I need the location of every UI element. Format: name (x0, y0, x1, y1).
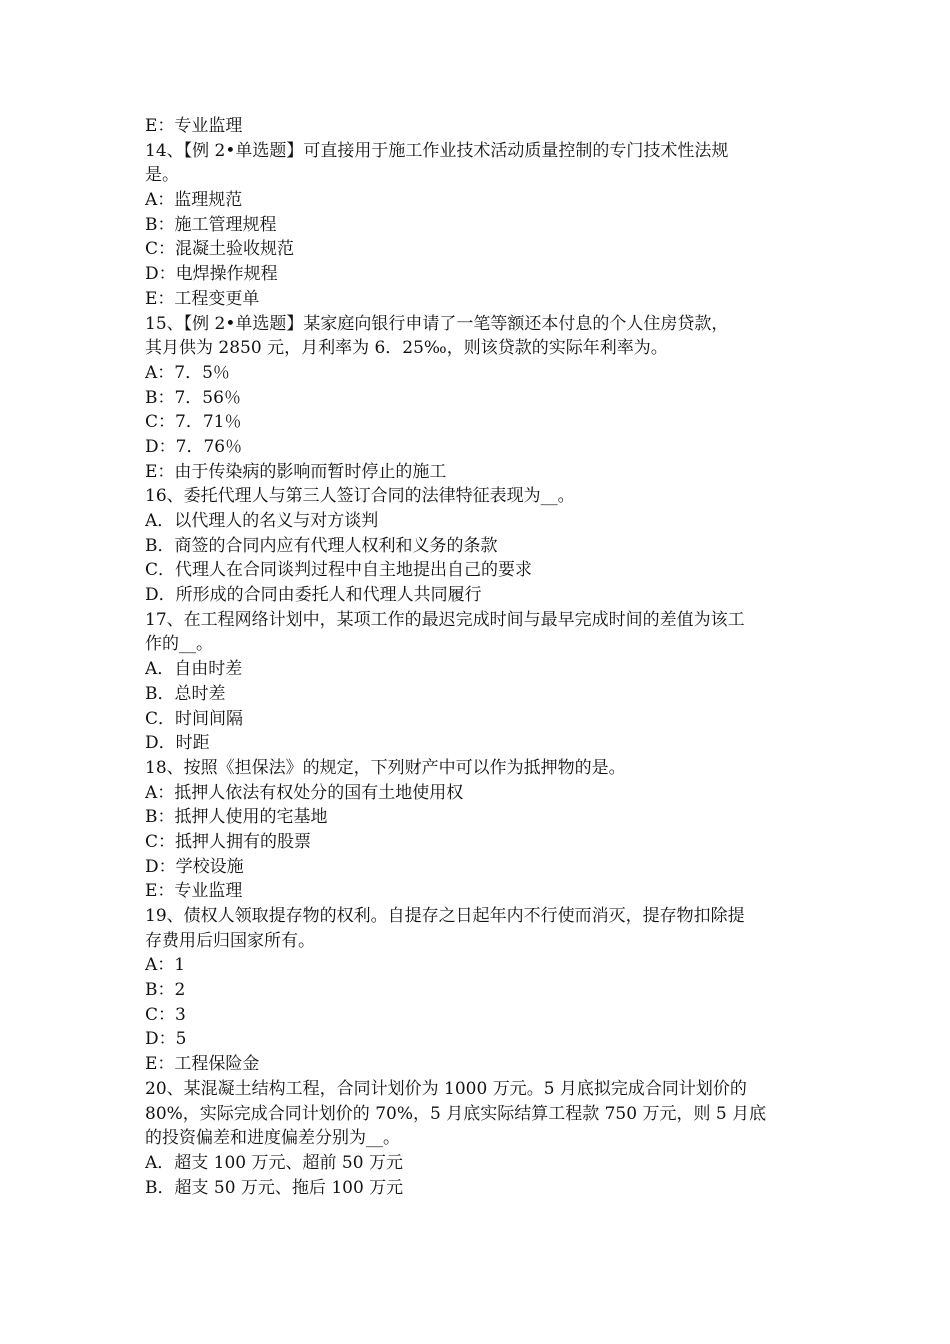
answer-option: B：7．56％ (145, 387, 241, 408)
answer-option: C．时间间隔 (145, 708, 244, 729)
question-text: 17、在工程网络计划中，某项工作的最迟完成时间与最早完成时间的差值为该工 (145, 609, 745, 630)
answer-option: A．超支 100 万元、超前 50 万元 (145, 1152, 403, 1173)
question-text: 80%，实际完成合同计划价的 70%，5 月底实际结算工程款 750 万元，则 5 月底 (145, 1103, 767, 1124)
answer-option: A：抵押人依法有权处分的国有土地使用权 (145, 782, 464, 803)
answer-option: E：工程保险金 (145, 1054, 260, 1075)
answer-option: D．所形成的合同由委托人和代理人共同履行 (145, 585, 482, 606)
answer-option: A：7．5％ (145, 362, 230, 383)
question-text: 存费用后归国家所有。 (145, 930, 315, 951)
question-text: 18、按照《担保法》的规定，下列财产中可以作为抵押物的是。 (145, 757, 626, 778)
answer-option: A．自由时差 (145, 659, 243, 680)
answer-option: A：1 (145, 955, 186, 976)
answer-option: A．以代理人的名义与对方谈判 (145, 511, 379, 531)
answer-option: B．超支 50 万元、拖后 100 万元 (145, 1177, 404, 1198)
question-text: 是。 (145, 165, 179, 186)
question-text: 作的__。 (145, 634, 213, 655)
answer-option: D：7．76％ (145, 436, 243, 457)
answer-option: B：施工管理规程 (145, 214, 277, 235)
answer-option: E：工程变更单 (145, 288, 260, 309)
answer-option: B：抵押人使用的宅基地 (145, 807, 328, 828)
answer-option: E：专业监理 (145, 881, 243, 902)
question-text: 的投资偏差和进度偏差分别为__。 (145, 1128, 400, 1149)
question-text: 14、【例 2•单选题】可直接用于施工作业技术活动质量控制的专门技术性法规 (145, 140, 729, 161)
answer-option: E：由于传染病的影响而暂时停止的施工 (145, 461, 447, 482)
answer-option: B：2 (145, 980, 186, 1001)
answer-option: D．时距 (145, 733, 210, 754)
answer-option: A：监理规范 (145, 190, 243, 211)
answer-option: D：学校设施 (145, 856, 244, 877)
text-line: E：专业监理 (145, 116, 243, 136)
answer-option: C：7．71％ (145, 412, 242, 433)
question-text: 16、委托代理人与第三人签订合同的法律特征表现为__。 (145, 486, 575, 507)
document-body (145, 114, 810, 1200)
question-text: 20、某混凝土结构工程，合同计划价为 1000 万元。5 月底拟完成合同计划价的 (145, 1078, 747, 1099)
answer-option: D：电焊操作规程 (145, 264, 278, 285)
answer-option: C．代理人在合同谈判过程中自主地提出自己的要求 (145, 560, 533, 581)
answer-option: D：5 (145, 1029, 187, 1050)
answer-option: C：抵押人拥有的股票 (145, 831, 312, 852)
answer-option: B．商签的合同内应有代理人权利和义务的条款 (145, 535, 498, 556)
answer-option: B．总时差 (145, 683, 226, 704)
answer-option: C：混凝土验收规范 (145, 239, 295, 260)
question-text: 19、债权人领取提存物的权利。自提存之日起年内不行使而消灭，提存物扣除提 (145, 906, 745, 926)
answer-option: C：3 (145, 1004, 186, 1025)
question-text: 15、【例 2•单选题】某家庭向银行申请了一笔等额还本付息的个人住房贷款， (145, 313, 729, 334)
question-text: 其月供为 2850 元，月利率为 6．25‰，则该贷款的实际年利率为。 (145, 338, 668, 359)
